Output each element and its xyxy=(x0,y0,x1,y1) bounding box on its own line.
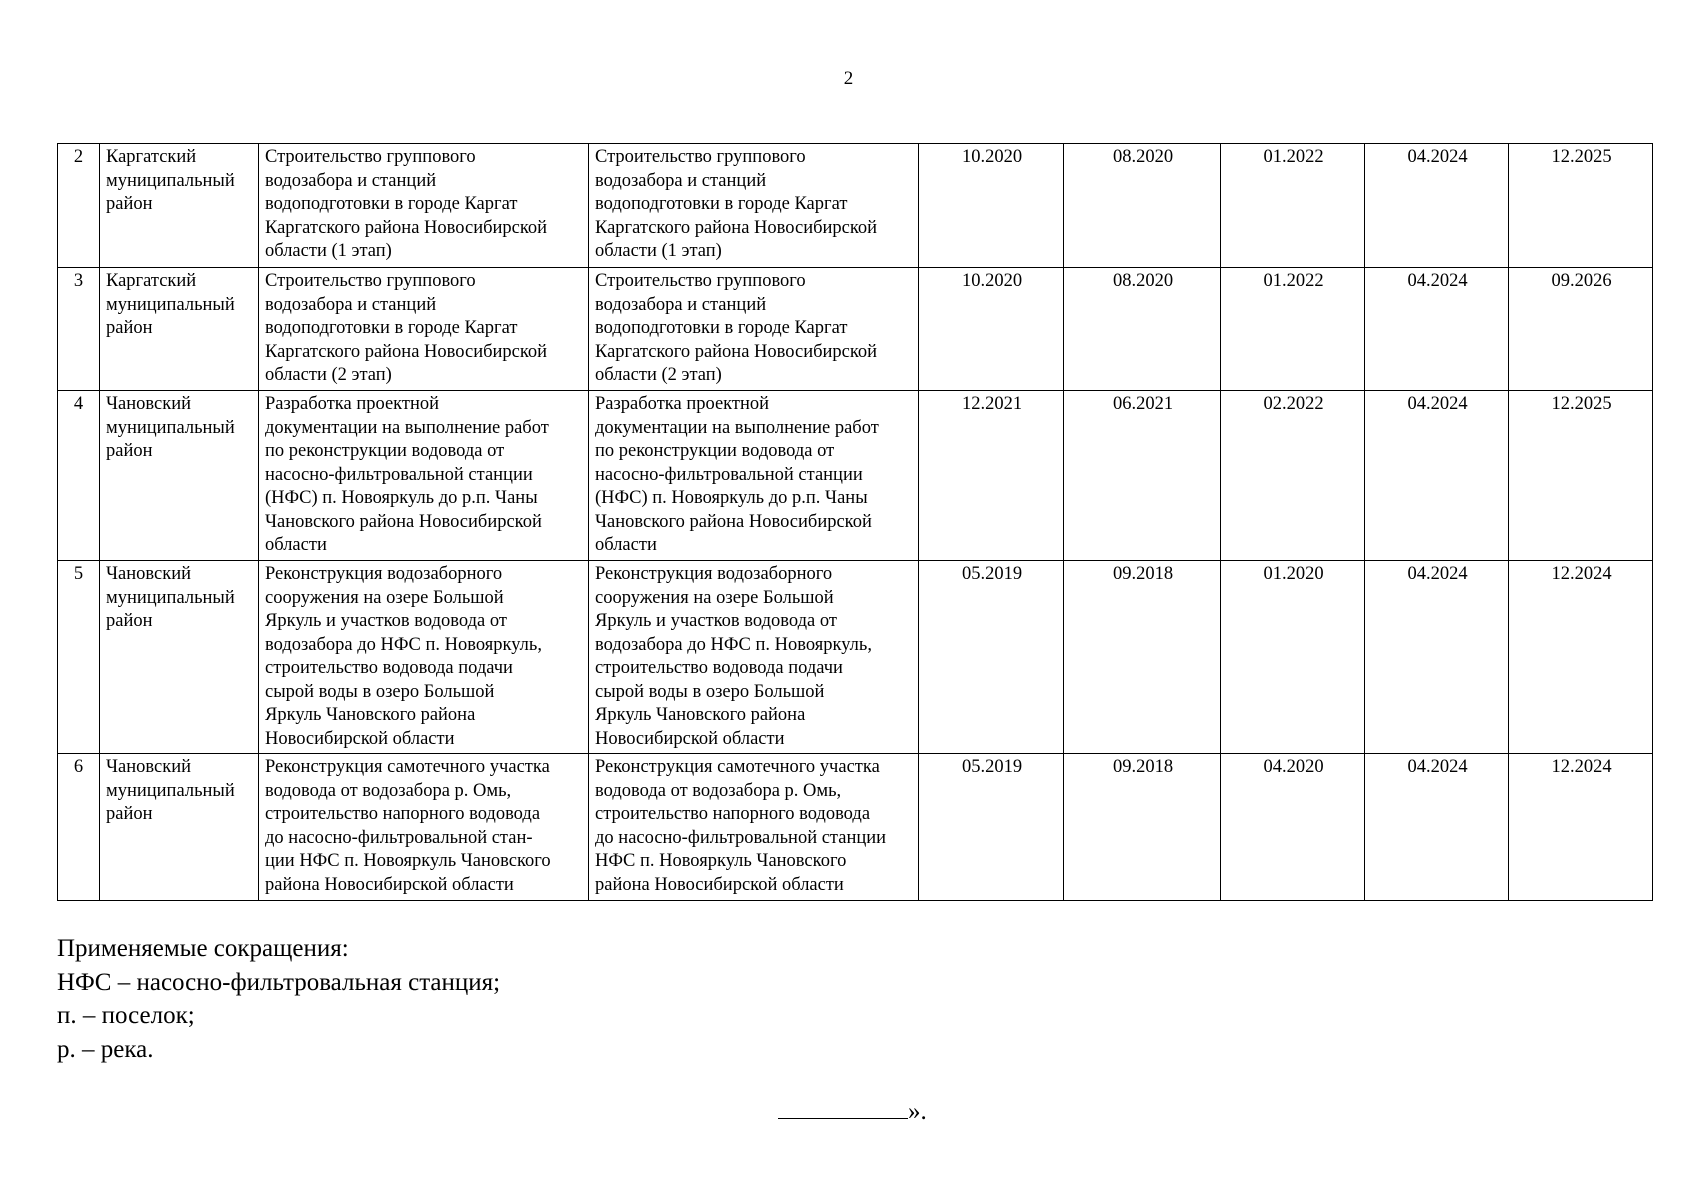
date-cell-1: 10.2020 xyxy=(919,144,1064,268)
date-cell-4: 04.2024 xyxy=(1365,391,1509,561)
date-cell-1: 12.2021 xyxy=(919,391,1064,561)
date-cell-4: 04.2024 xyxy=(1365,561,1509,754)
date-cell-3: 02.2022 xyxy=(1221,391,1365,561)
date-cell-2: 09.2018 xyxy=(1064,561,1221,754)
object-name-cell-2: Разработка проектной документации на выполнение работ по реконструкции водовода от насосно-фильтровальной станции (НФС) п. Новояркуль до р.п. Чаны Чановского района Новосибирской области xyxy=(589,391,919,561)
district-cell: Чановский муниципальный район xyxy=(100,561,259,754)
object-name-cell: Реконструкция водозаборного сооружения на озере Большой Яркуль и участков водовода от водозабора до НФС п. Новояркуль, строительство водовода подачи сырой воды в озеро Большой Яркуль Чановского района Новосибирской области xyxy=(259,561,589,754)
district-cell: Каргатский муниципальный район xyxy=(100,268,259,391)
table-row xyxy=(58,391,1653,561)
abbreviation-item: р. – река. xyxy=(57,1035,154,1063)
closing-quote-mark: ». xyxy=(908,1098,927,1125)
table-row xyxy=(58,144,1653,268)
projects-table xyxy=(57,143,1653,901)
date-cell-5: 12.2025 xyxy=(1509,391,1653,561)
date-cell-5: 12.2024 xyxy=(1509,754,1653,901)
object-name-cell-2: Строительство группового водозабора и станций водоподготовки в городе Каргат Каргатского района Новосибирской области (2 этап) xyxy=(589,268,919,391)
date-cell-2: 09.2018 xyxy=(1064,754,1221,901)
table-row xyxy=(58,754,1653,901)
closing-line xyxy=(778,1096,927,1127)
row-number: 5 xyxy=(58,561,100,754)
date-cell-4: 04.2024 xyxy=(1365,144,1509,268)
signature-rule xyxy=(778,1096,908,1119)
table-row xyxy=(58,561,1653,754)
date-cell-5: 09.2026 xyxy=(1509,268,1653,391)
district-cell: Каргатский муниципальный район xyxy=(100,144,259,268)
object-name-cell: Строительство группового водозабора и станций водоподготовки в городе Каргат Каргатского района Новосибирской области (1 этап) xyxy=(259,144,589,268)
row-number: 4 xyxy=(58,391,100,561)
object-name-cell: Разработка проектной документации на выполнение работ по реконструкции водовода от насосно-фильтровальной станции (НФС) п. Новояркуль до р.п. Чаны Чановского района Новосибирской области xyxy=(259,391,589,561)
object-name-cell: Реконструкция самотечного участка водовода от водозабора р. Омь, строительство напорного водовода до насосно-фильтровальной стан- ции НФС п. Новояркуль Чановского района Новосибирской области xyxy=(259,754,589,901)
row-number: 6 xyxy=(58,754,100,901)
date-cell-4: 04.2024 xyxy=(1365,268,1509,391)
date-cell-2: 08.2020 xyxy=(1064,268,1221,391)
district-cell: Чановский муниципальный район xyxy=(100,754,259,901)
date-cell-1: 10.2020 xyxy=(919,268,1064,391)
date-cell-2: 06.2021 xyxy=(1064,391,1221,561)
object-name-cell-2: Реконструкция водозаборного сооружения на озере Большой Яркуль и участков водовода от водозабора до НФС п. Новояркуль, строительство водовода подачи сырой воды в озеро Большой Яркуль Чановского района Новосибирской области xyxy=(589,561,919,754)
abbreviations-heading: Применяемые сокращения: xyxy=(57,935,349,962)
date-cell-5: 12.2025 xyxy=(1509,144,1653,268)
object-name-cell-2: Строительство группового водозабора и станций водоподготовки в городе Каргат Каргатского района Новосибирской области (1 этап) xyxy=(589,144,919,268)
page-number: 2 xyxy=(843,68,854,89)
row-number: 3 xyxy=(58,268,100,391)
object-name-cell: Строительство группового водозабора и станций водоподготовки в городе Каргат Каргатского района Новосибирской области (2 этап) xyxy=(259,268,589,391)
object-name-cell-2: Реконструкция самотечного участка водовода от водозабора р. Омь, строительство напорного водовода до насосно-фильтровальной станции НФС п. Новояркуль Чановского района Новосибирской области xyxy=(589,754,919,901)
date-cell-2: 08.2020 xyxy=(1064,144,1221,268)
date-cell-1: 05.2019 xyxy=(919,561,1064,754)
abbreviation-item: п. – поселок; xyxy=(57,1002,195,1029)
abbreviation-item: НФС – насосно-фильтровальная станция; xyxy=(57,968,501,996)
date-cell-1: 05.2019 xyxy=(919,754,1064,901)
date-cell-3: 04.2020 xyxy=(1221,754,1365,901)
date-cell-5: 12.2024 xyxy=(1509,561,1653,754)
date-cell-3: 01.2022 xyxy=(1221,268,1365,391)
date-cell-4: 04.2024 xyxy=(1365,754,1509,901)
date-cell-3: 01.2022 xyxy=(1221,144,1365,268)
district-cell: Чановский муниципальный район xyxy=(100,391,259,561)
table-row xyxy=(58,268,1653,391)
date-cell-3: 01.2020 xyxy=(1221,561,1365,754)
abbreviations-block xyxy=(57,932,500,1066)
row-number: 2 xyxy=(58,144,100,268)
